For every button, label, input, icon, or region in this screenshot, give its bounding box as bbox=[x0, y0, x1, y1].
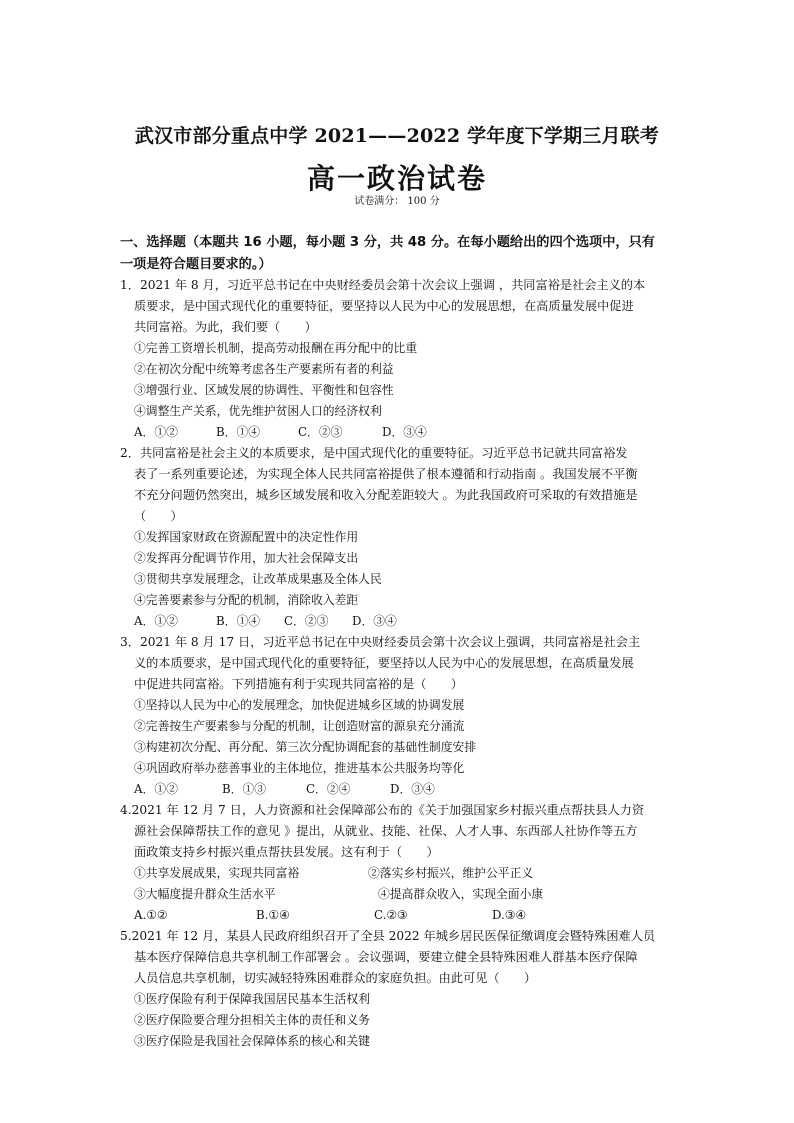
q2-stem-line3: 不充分问题仍然突出，城乡区域发展和收入分配差距较大 。为此我国政府可采取的有效措施是 bbox=[134, 488, 638, 502]
q2-statement-2: ②发挥再分配调节作用，加大社会保障支出 bbox=[134, 551, 359, 565]
q4-statement-3: ③大幅度提升群众生活水平 bbox=[134, 887, 276, 901]
section-heading-line2: 一项是符合题目要求的。） bbox=[120, 257, 272, 272]
q1-statement-1: ①完善工资增长机制，提高劳动报酬在再分配中的比重 bbox=[134, 341, 418, 355]
q3-stem-line1: 3．2021 年 8 月 17 日，习近平总书记在中央财经委员会第十次会议上强调，共同富裕是社会主 bbox=[120, 635, 641, 649]
q4-choice-c[interactable]: C.②③ bbox=[374, 908, 408, 922]
q1-choice-b[interactable]: B．①④ bbox=[216, 425, 261, 439]
q3-choice-a[interactable]: A．①② bbox=[134, 782, 178, 796]
section-heading-line1: 一、选择题（本题共 16 小题，每小题 3 分，共 48 分。在每小题给出的四个选项中，只有 bbox=[120, 235, 655, 250]
q5-stem-line3: 人员信息共享机制，切实减轻特殊困难群众的家庭负担。由此可见（ ） bbox=[134, 971, 537, 985]
full-score-note: 试卷满分： 100 分 bbox=[354, 196, 440, 207]
q2-choice-c[interactable]: C．②③ bbox=[284, 614, 329, 628]
q4-stem-line1: 4.2021 年 12 月 7 日，人力资源和社会保障部公布的《关于加强国家乡村振兴重点帮扶县人力资 bbox=[120, 803, 645, 817]
q2-choice-a[interactable]: A．①② bbox=[134, 614, 178, 628]
q4-choice-d[interactable]: D.③④ bbox=[492, 908, 526, 922]
q5-statement-1: ①医疗保险有利于保障我国居民基本生活权利 bbox=[134, 992, 370, 1006]
q3-choice-d[interactable]: D．③④ bbox=[390, 782, 435, 796]
q3-stem-line3: 中促进共同富裕。下列措施有利于实现共同富裕的是（ ） bbox=[134, 677, 464, 691]
q4-statement-2: ②落实乡村振兴，维护公平正义 bbox=[368, 866, 534, 880]
q2-choice-d[interactable]: D．③④ bbox=[352, 614, 397, 628]
q4-choice-b[interactable]: B.①④ bbox=[256, 908, 290, 922]
exam-title: 武汉市部分重点中学 2021——2022 学年度下学期三月联考 bbox=[134, 125, 660, 147]
q2-choice-b[interactable]: B．①④ bbox=[216, 614, 261, 628]
q2-answer-choices bbox=[134, 613, 397, 629]
q3-choice-c[interactable]: C．②④ bbox=[306, 782, 351, 796]
q1-stem-line3: 共同富裕。为此，我们要（ ） bbox=[134, 320, 317, 334]
q1-answer-choices bbox=[134, 424, 427, 440]
q2-statement-4: ④完善要素参与分配的机制，消除收入差距 bbox=[134, 593, 359, 607]
q4-stem-line3: 面政策支持乡村振兴重点帮扶县发展。这有利于（ ） bbox=[134, 845, 439, 859]
q2-statement-3: ③贯彻共享发展理念，让改革成果惠及全体人民 bbox=[134, 572, 382, 586]
q5-stem-line2: 基本医疗保障信息共享机制工作部署会 。会议强调，要建立健全县特殊困难人群基本医疗保障 bbox=[134, 950, 638, 964]
q2-stem-line4: （ ） bbox=[134, 509, 183, 523]
q1-statement-4: ④调整生产关系，优先维护贫困人口的经济权利 bbox=[134, 404, 382, 418]
q1-stem-line2: 质要求，是中国式现代化的重要特征，要坚持以人民为中心的发展思想，在高质量发展中促进 bbox=[134, 299, 634, 313]
q3-answer-choices bbox=[134, 781, 435, 797]
q4-statement-4: ④提高群众收入，实现全面小康 bbox=[378, 887, 544, 901]
q2-stem-line2: 表了一系列重要论述，为实现全体人民共同富裕提供了根本遵循和行动指南 。我国发展不平衡 bbox=[134, 467, 638, 481]
q1-stem-line1: 1．2021 年 8 月，习近平总书记在中央财经委员会第十次会议上强调 ，共同富裕是社会主义的本 bbox=[120, 278, 646, 292]
q1-choice-c[interactable]: C．②③ bbox=[298, 425, 343, 439]
q5-statement-2: ②医疗保险要合理分担相关主体的责任和义务 bbox=[134, 1013, 370, 1027]
q1-choice-d[interactable]: D．③④ bbox=[382, 425, 427, 439]
q4-stem-line2: 源社会保障帮扶工作的意见 》提出，从就业、技能、社保、人才人事、东西部人社协作等五方 bbox=[134, 824, 638, 838]
q4-answer-choices bbox=[134, 907, 526, 923]
q2-statement-1: ①发挥国家财政在资源配置中的决定性作用 bbox=[134, 530, 359, 544]
q5-statement-3: ③医疗保险是我国社会保障体系的核心和关键 bbox=[134, 1034, 370, 1048]
q3-statement-2: ②完善按生产要素参与分配的机制，让创造财富的源泉充分涌流 bbox=[134, 719, 465, 733]
q2-stem-line1: 2．共同富裕是社会主义的本质要求，是中国式现代化的重要特征。习近平总书记就共同富裕发 bbox=[120, 446, 628, 460]
q3-statement-4: ④巩固政府举办慈善事业的主体地位，推进基本公共服务均等化 bbox=[134, 761, 465, 775]
q1-choice-a[interactable]: A．①② bbox=[134, 425, 178, 439]
q3-stem-line2: 义的本质要求，是中国式现代化的重要特征，要坚持以人民为中心的发展思想，在高质量发展 bbox=[134, 656, 634, 670]
q4-statement-1: ①共享发展成果，实现共同富裕 bbox=[134, 866, 300, 880]
q1-statement-3: ③增强行业、区域发展的协调性、平衡性和包容性 bbox=[134, 383, 394, 397]
q3-statement-3: ③构建初次分配、再分配、第三次分配协调配套的基础性制度安排 bbox=[134, 740, 477, 754]
q3-statement-1: ①坚持以人民为中心的发展理念，加快促进城乡区域的协调发展 bbox=[134, 698, 465, 712]
q1-statement-2: ②在初次分配中统筹考虑各生产要素所有者的利益 bbox=[134, 362, 394, 376]
q5-stem-line1: 5.2021 年 12 月，某县人民政府组织召开了全县 2022 年城乡居民医保征缴调度会暨特殊困难人员 bbox=[120, 929, 656, 943]
q4-choice-a[interactable]: A.①② bbox=[134, 908, 168, 922]
exam-subject-title: 高一政治试卷 bbox=[306, 162, 487, 195]
q3-choice-b[interactable]: B．①③ bbox=[222, 782, 267, 796]
